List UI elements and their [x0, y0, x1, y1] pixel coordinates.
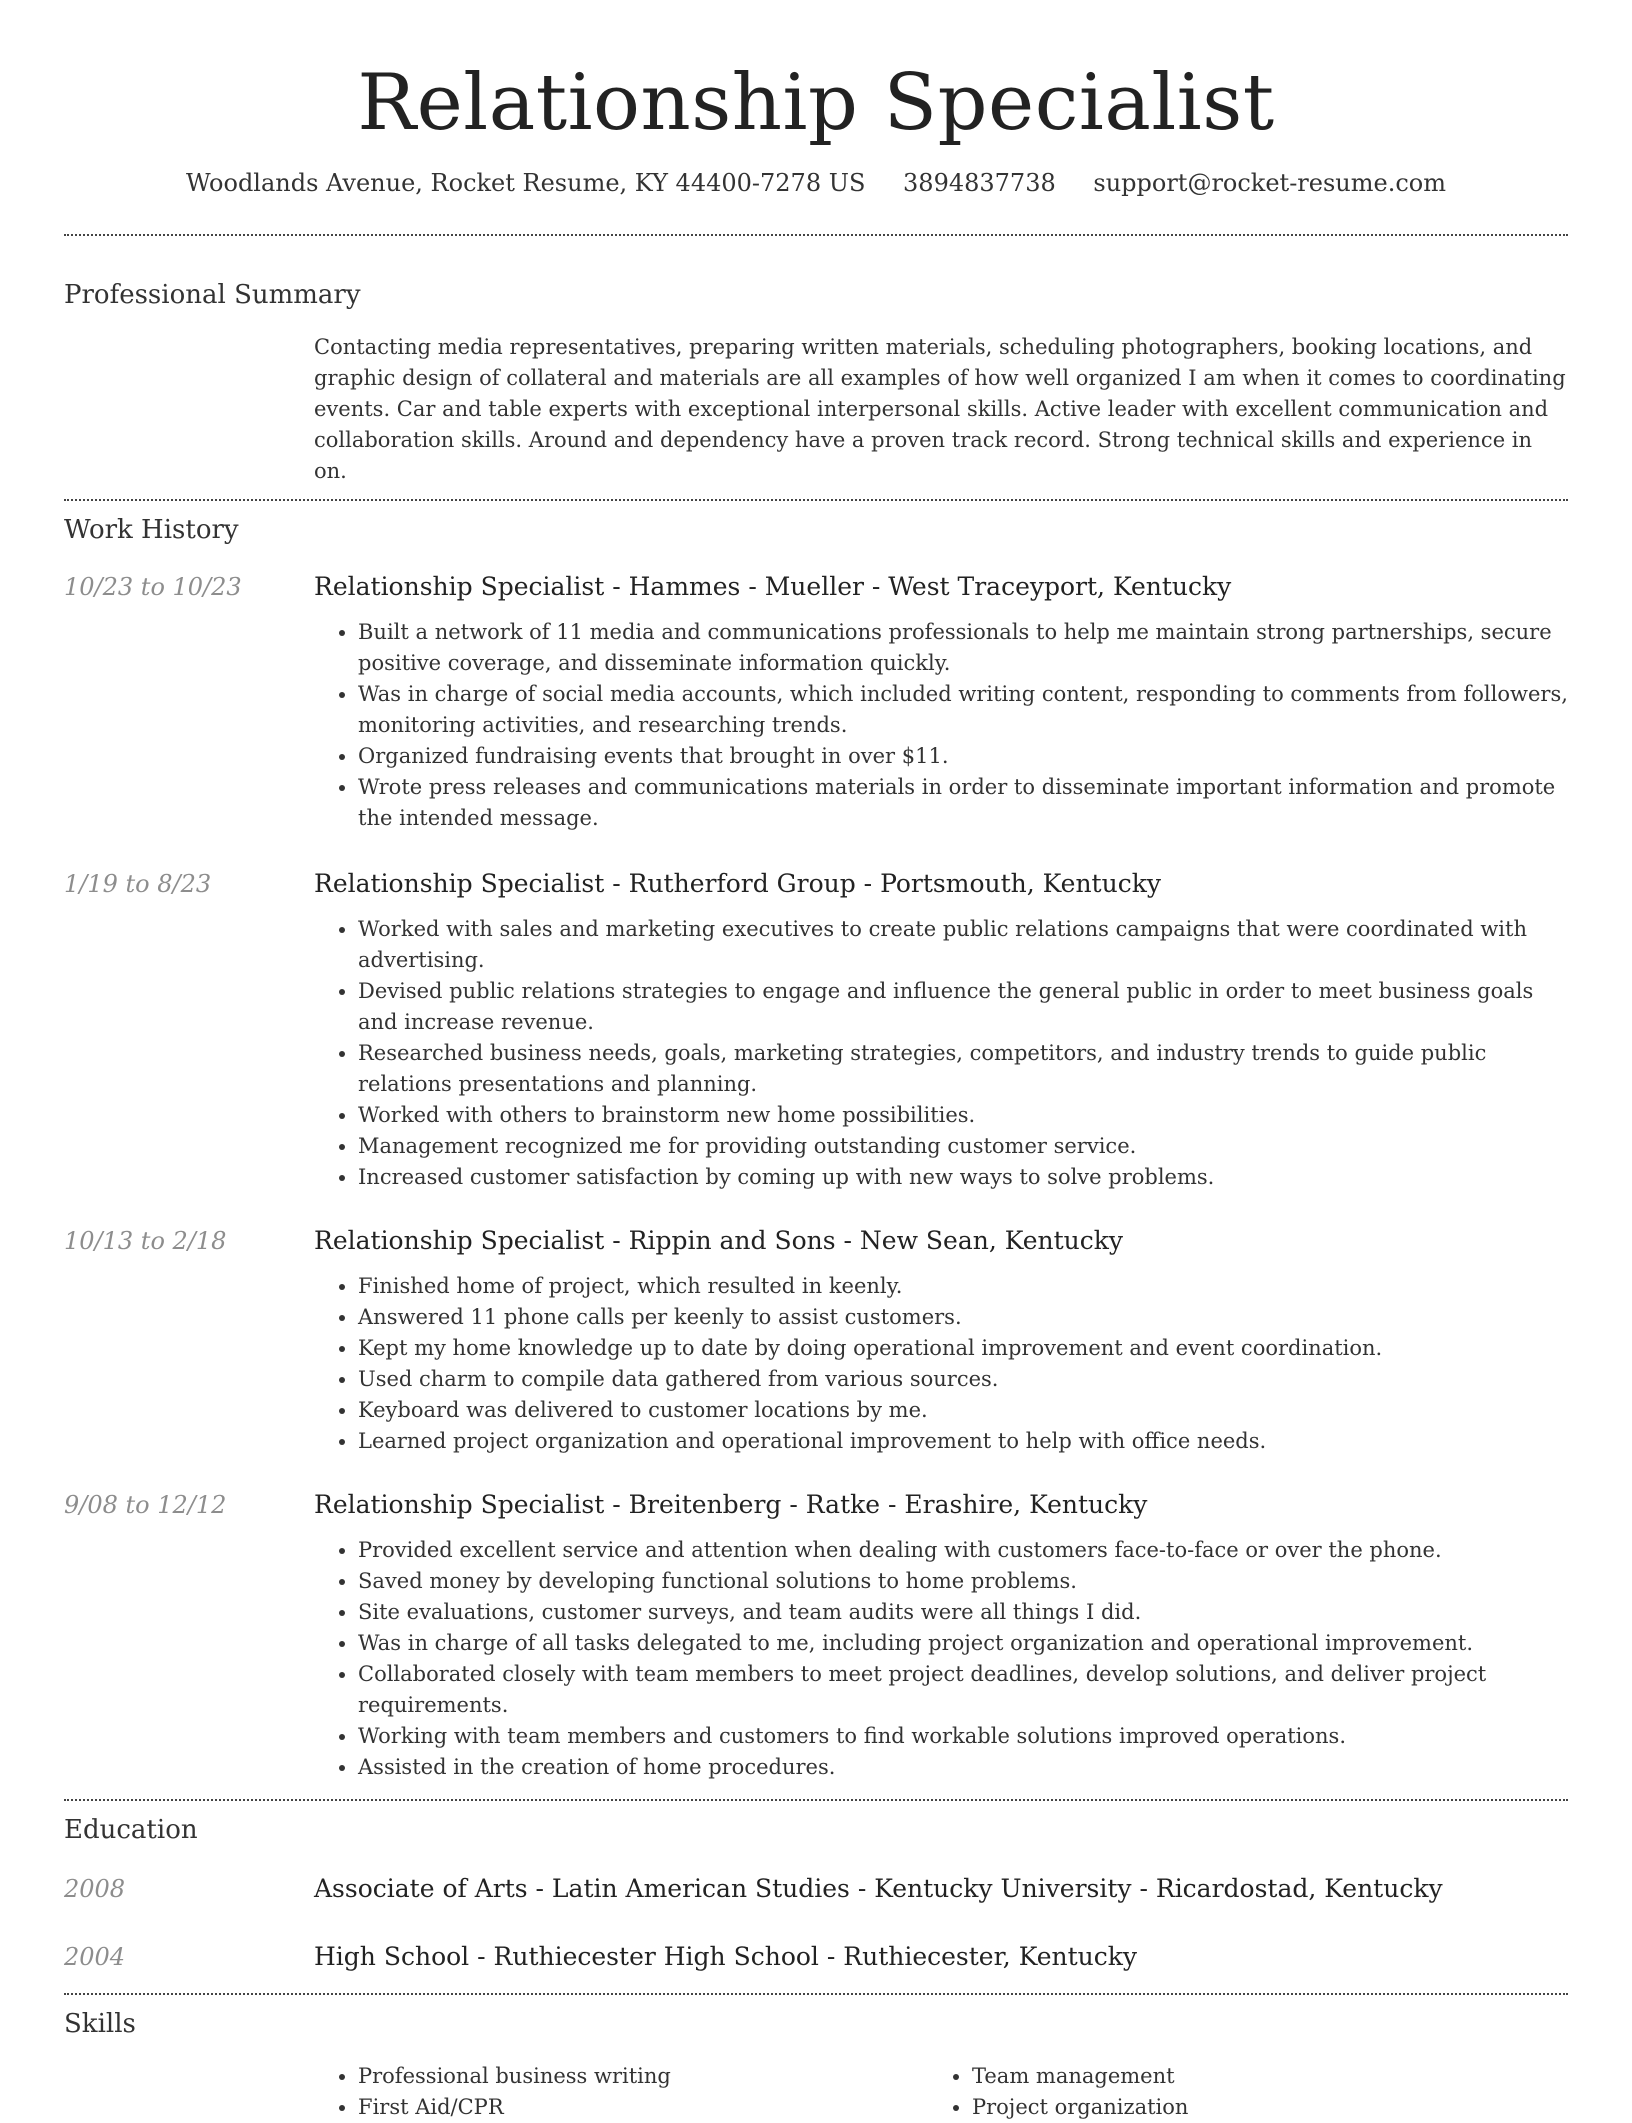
job-bullet: • Built a network of 11 media and communications professionals to help me maintain strong partnerships, secure positive coverage, and disseminate information quickly.: [358, 617, 1568, 679]
job-bullet: • Working with team members and customers to find workable solutions improved operations.: [358, 1721, 1568, 1752]
job-bullet: • Was in charge of all tasks delegated to me, including project organization and operational improvement.: [358, 1628, 1568, 1659]
skill-item: • Project organization: [972, 2092, 1542, 2123]
job-bullet: • Answered 11 phone calls per keenly to assist customers.: [358, 1302, 1568, 1333]
skills-heading: Skills: [64, 2009, 136, 2039]
education-heading: Education: [64, 1815, 198, 1845]
education-title: [314, 1873, 1568, 1905]
job-entry: [64, 1489, 1568, 1783]
work-history-section: [64, 513, 1568, 1783]
job-bullet: • Kept my home knowledge up to date by doing operational improvement and event coordination.: [358, 1333, 1568, 1364]
job-dates: 1/19 to 8/23: [64, 870, 212, 898]
education-year: 2008: [64, 1875, 126, 1903]
job-bullets: [314, 617, 1568, 834]
job-bullets: [314, 914, 1568, 1193]
job-bullet: • Collaborated closely with team members to meet project deadlines, develop solutions, and deliver project requirements.: [358, 1659, 1568, 1721]
education-entry: [64, 1941, 1568, 1973]
skills-list-right: [928, 2061, 1542, 2123]
skills-grid: [314, 2061, 1568, 2123]
job-bullet: • Saved money by developing functional solutions to home problems.: [358, 1566, 1568, 1597]
job-entry: [64, 571, 1568, 834]
job-bullet: • Provided excellent service and attention when dealing with customers face-to-face or over the phone.: [358, 1535, 1568, 1566]
section-divider: [64, 499, 1568, 501]
job-bullet: • Worked with others to brainstorm new home possibilities.: [358, 1100, 1568, 1131]
skill-item: • Professional business writing: [358, 2061, 928, 2092]
education-degree: Associate of Arts: [314, 1874, 528, 1903]
job-bullet: • Used charm to compile data gathered from various sources.: [358, 1364, 1568, 1395]
job-dates: 10/13 to 2/18: [64, 1227, 227, 1255]
section-divider: [64, 1993, 1568, 1995]
job-entry: [64, 868, 1568, 1193]
job-title: Relationship Specialist - Rutherford Group - Portsmouth, Kentucky: [314, 869, 1161, 898]
job-bullet: • Management recognized me for providing outstanding customer service.: [358, 1131, 1568, 1162]
section-divider: [64, 234, 1568, 236]
section-divider: [64, 1799, 1568, 1801]
education-entry: [64, 1873, 1568, 1905]
work-history-heading: Work History: [64, 515, 239, 545]
job-title: Relationship Specialist - Hammes - Mueller - West Traceyport, Kentucky: [314, 572, 1232, 601]
job-bullet: • Organized fundraising events that brought in over $11.: [358, 741, 1568, 772]
job-bullet: • Wrote press releases and communications materials in order to disseminate important information and promote the intended message.: [358, 772, 1568, 834]
job-title: Relationship Specialist - Breitenberg - Ratke - Erashire, Kentucky: [314, 1490, 1148, 1519]
skills-list-left: [314, 2061, 928, 2123]
contact-email[interactable]: support@rocket-resume.com: [1093, 169, 1446, 197]
job-bullet: • Finished home of project, which resulted in keenly.: [358, 1271, 1568, 1302]
education-detail: - Ruthiecester High School - Ruthiecester, Kentucky: [469, 1942, 1138, 1971]
job-bullet: • Worked with sales and marketing executives to create public relations campaigns that were coordinated with advertising.: [358, 914, 1568, 976]
resume-title: Relationship Specialist: [357, 58, 1275, 148]
contact-phone: 3894837738: [903, 169, 1056, 197]
education-section: [64, 1813, 1568, 1973]
job-bullet: • Researched business needs, goals, marketing strategies, competitors, and industry trends to guide public relations presentations and planning.: [358, 1038, 1568, 1100]
job-bullet: • Was in charge of social media accounts, which included writing content, responding to comments from followers, monitoring activities, and researching trends.: [358, 679, 1568, 741]
job-title: Relationship Specialist - Rippin and Sons - New Sean, Kentucky: [314, 1226, 1124, 1255]
job-bullet: • Increased customer satisfaction by coming up with new ways to solve problems.: [358, 1162, 1568, 1193]
job-entry: [64, 1225, 1568, 1457]
education-degree: High School: [314, 1942, 470, 1971]
summary-text: Contacting media representatives, preparing written materials, scheduling photographers, booking locations, and graphic design of collateral and materials are all examples of how well organized I am when it comes to coordinating events. Car and table experts with exceptional interpersonal skills. Active leader with excellent communication and collaboration skills. Around and dependency have a proven track record. Strong technical skills and experience in on.: [314, 335, 1566, 483]
education-title: [314, 1941, 1568, 1973]
contact-address: Woodlands Avenue, Rocket Resume, KY 44400-7278 US: [186, 169, 866, 197]
job-bullets: [314, 1535, 1568, 1783]
skills-section: [64, 2007, 1568, 2123]
skill-item: • First Aid/CPR: [358, 2092, 928, 2123]
job-bullets: [314, 1271, 1568, 1457]
job-bullet: • Keyboard was delivered to customer locations by me.: [358, 1395, 1568, 1426]
job-bullet: • Site evaluations, customer surveys, and team audits were all things I did.: [358, 1597, 1568, 1628]
summary-heading: Professional Summary: [64, 280, 361, 310]
job-bullet: • Devised public relations strategies to engage and influence the general public in order to meet business goals and increase revenue.: [358, 976, 1568, 1038]
summary-section: [64, 278, 1568, 487]
contact-line: [64, 166, 1568, 200]
education-year: 2004: [64, 1943, 126, 1971]
skill-item: • Team management: [972, 2061, 1542, 2092]
job-bullet: • Learned project organization and operational improvement to help with office needs.: [358, 1426, 1568, 1457]
job-dates: 9/08 to 12/12: [64, 1491, 227, 1519]
education-detail: - Latin American Studies - Kentucky University - Ricardostad, Kentucky: [527, 1874, 1443, 1903]
job-bullet: • Assisted in the creation of home procedures.: [358, 1752, 1568, 1783]
job-dates: 10/23 to 10/23: [64, 573, 242, 601]
